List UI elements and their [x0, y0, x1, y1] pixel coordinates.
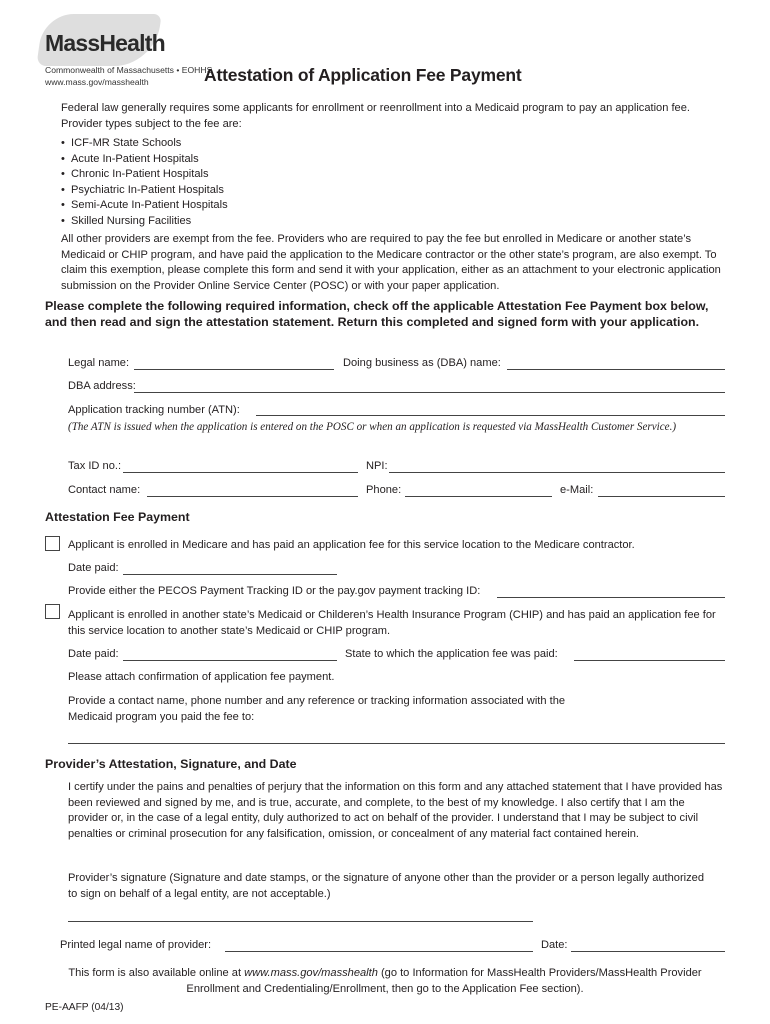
dba-name-label: Doing business as (DBA) name:: [343, 357, 501, 369]
list-item: • Chronic In-Patient Hospitals: [61, 167, 228, 183]
form-id: PE-AAFP (04/13): [45, 1002, 124, 1013]
contact-name-label: Contact name:: [68, 484, 141, 496]
attestation-statement: I certify under the pains and penalties of perjury that the information on this form and any attached statement that I have provided has been reviewed and signed by me, and is true, accurate, and complete, to the best of my knowledge. I also certify that I am the provider or, in the case of a legal entity, duly authorized to act on behalf of the provider. I understand that I may be subject to civil penalties or criminal prosecution for any falsification, omission, or concealment of any material fact contained herein.: [68, 781, 723, 840]
contact-info-label: Provide a contact name, phone number and any reference or tracking information associated with the Medicaid program you paid the fee to:: [68, 695, 566, 723]
printed-name-field[interactable]: [225, 951, 533, 952]
footer-suffix: (go to Information for MassHealth Providers/MassHealth Provider Enrollment and Credentialing/Enrollment, then go to the Application Fee section).: [186, 967, 702, 995]
tax-id-field[interactable]: [123, 472, 358, 473]
phone-label: Phone:: [366, 484, 402, 496]
instructions: Please complete the following required information, check off the applicable Attestation Fee Payment box below, and then read and sign the attestation statement. Return this completed and signed form with your application.: [45, 299, 709, 329]
signature-field[interactable]: [68, 921, 533, 922]
medicare-date-paid-field[interactable]: [123, 574, 337, 575]
state-paid-label: State to which the application fee was paid:: [345, 648, 558, 660]
contact-info-field[interactable]: [68, 743, 725, 744]
chip-option-text: Applicant is enrolled in another state’s Medicaid or Childeren’s Health Insurance Program (CHIP) and has paid an application fee for this service location to another state’s Medicaid or CHIP program.: [68, 609, 716, 637]
attestation-heading: Provider’s Attestation, Signature, and Date: [45, 757, 297, 771]
atn-label: Application tracking number (ATN):: [68, 404, 240, 416]
npi-label: NPI:: [366, 460, 388, 472]
logo-line-1: Commonwealth of Massachusetts • EOHHS: [45, 65, 213, 75]
logo-line-2: www.mass.gov/masshealth: [45, 77, 149, 87]
footer-note: [60, 966, 710, 997]
footer-url-link[interactable]: www.mass.gov/masshealth: [244, 967, 378, 979]
intro-paragraph: Federal law generally requires some applicants for enrollment or reenrollment into a Medicaid program to pay an application fee. Provider types subject to the fee are:: [61, 102, 690, 130]
list-item: • ICF-MR State Schools: [61, 136, 228, 152]
dba-address-label: DBA address:: [68, 380, 136, 392]
printed-name-label: Printed legal name of provider:: [60, 939, 212, 951]
pecos-label: Provide either the PECOS Payment Tracking ID or the pay.gov payment tracking ID:: [68, 585, 481, 597]
chip-date-paid-field[interactable]: [123, 660, 337, 661]
masshealth-logo: MassHealth: [45, 30, 165, 56]
pecos-field[interactable]: [497, 597, 725, 598]
dba-address-field[interactable]: [134, 392, 725, 393]
medicare-checkbox[interactable]: [45, 536, 60, 551]
date-paid-label: Date paid:: [68, 648, 119, 660]
email-label: e-Mail:: [560, 484, 594, 496]
signature-note: Provider’s signature (Signature and date stamps, or the signature of anyone other than the provider or a person legally authorized to sign on behalf of a legal entity, are not acceptable.): [68, 872, 705, 900]
npi-field[interactable]: [389, 472, 725, 473]
footer-prefix: This form is also available online at: [68, 967, 245, 979]
atn-field[interactable]: [256, 415, 725, 416]
state-paid-field[interactable]: [574, 660, 725, 661]
email-field[interactable]: [598, 496, 725, 497]
date-paid-label: Date paid:: [68, 562, 119, 574]
contact-name-field[interactable]: [147, 496, 358, 497]
page-title: Attestation of Application Fee Payment: [204, 65, 522, 85]
signature-date-field[interactable]: [571, 951, 725, 952]
legal-name-field[interactable]: [134, 369, 334, 370]
provider-type-list: [61, 136, 228, 229]
phone-field[interactable]: [405, 496, 552, 497]
list-item: • Skilled Nursing Facilities: [61, 214, 228, 230]
medicare-option-text: Applicant is enrolled in Medicare and has paid an application fee for this service location to the Medicare contractor.: [68, 539, 635, 551]
exemption-paragraph: All other providers are exempt from the fee. Providers who are required to pay the fee but enrolled in Medicare or another state’s Medicaid or CHIP program, and have paid the application to the Medicare contractor or the other state’s program, are also exempt. To claim this exemption, please complete this form and send it with your application, either as an attachment to your electronic application submission on the Provider Online Service Center (POSC) or with your paper application.: [61, 233, 721, 292]
legal-name-label: Legal name:: [68, 357, 130, 369]
list-item: • Semi-Acute In-Patient Hospitals: [61, 198, 228, 214]
dba-name-field[interactable]: [507, 369, 725, 370]
tax-id-label: Tax ID no.:: [68, 460, 122, 472]
list-item: • Psychiatric In-Patient Hospitals: [61, 183, 228, 199]
atn-note: (The ATN is issued when the application is entered on the POSC or when an application is requested via MassHealth Customer Service.): [68, 421, 677, 433]
attach-confirmation-note: Please attach confirmation of application fee payment.: [68, 671, 335, 683]
logo-subtitle: [45, 64, 212, 88]
list-item: • Acute In-Patient Hospitals: [61, 152, 228, 168]
date-label: Date:: [541, 939, 568, 951]
chip-checkbox[interactable]: [45, 604, 60, 619]
fee-section-heading: Attestation Fee Payment: [45, 510, 190, 524]
